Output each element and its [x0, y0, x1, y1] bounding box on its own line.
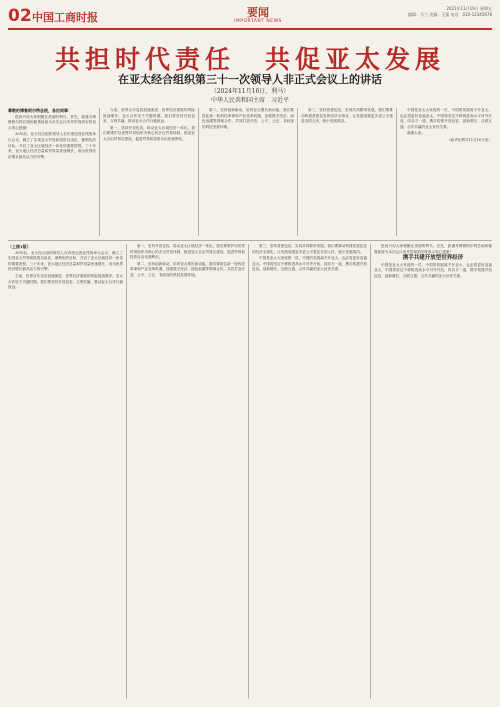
continued-label: （上接1版） — [8, 244, 31, 249]
paragraph-7: 中国是亚太大家庭的一员，中国的发展离不开亚太，也必将更好造福亚太。中国将坚定不移推进高水平对外开放，同各方一道，携手构建开放包容、创新增长、互联互通、合作共赢的亚太伙伴关系。 — [400, 108, 492, 129]
section-heading: 携手共建开放型世界经济 — [402, 255, 464, 262]
article-headline: 共担时代责任 共促亚太发展 — [54, 45, 445, 74]
section-name-cn: 要闻 — [247, 6, 269, 19]
paragraph-6: 第三，坚持普惠包容，实现共同繁荣发展。我们要推动构建普惠包容的经济全球化，让发展成果更多更公平惠及各国人民，缩小发展鸿沟。 — [301, 108, 393, 124]
lower-paragraph: 第一，坚持开放包容，推动亚太区域经济一体化。我们要维护以世界贸易组织为核心的多边贸易体制，推进亚太自由贸易区建设，促进贸易和投资自由化便利化。 — [130, 244, 245, 260]
paragraph-8: 谢谢大家。 — [407, 131, 425, 136]
masthead — [8, 6, 492, 30]
paragraph-3: 当前，世界百年变局加速演进，世界经济面临的风险挑战增多，亚太合作处于关键时期。我们要坚持开放包容、互利共赢，推动亚太合作行稳致远。 — [103, 108, 195, 124]
section-name-en: IMPORTANT NEWS — [234, 19, 282, 24]
section-divider — [8, 240, 492, 241]
paper-name: 中国工商时报 — [32, 11, 98, 24]
issue-date: 2021年11月19日 星期五 — [446, 6, 492, 11]
lower-paragraph: 中国是亚太大家庭的一员，中国的发展离不开亚太，也必将更好造福亚太。中国将坚定不移推进高水平对外开放，同各方一道，携手构建开放包容、创新增长、互联互通、合作共赢的亚太伙伴关系。 — [252, 256, 367, 272]
column-rule — [370, 244, 371, 699]
section-label — [228, 7, 288, 24]
lower-paragraph: 第三，坚持普惠包容，实现共同繁荣发展。我们要推动构建普惠包容的经济全球化，让发展成果更多更公平惠及各国人民，缩小发展鸿沟。 — [252, 244, 367, 254]
lower-paragraph: 中国是亚太大家庭的一员，中国的发展离不开亚太，也必将更好造福亚太。中国将坚定不移推进高水平对外开放，同各方一道，携手构建开放包容、创新增长、互联互通、合作共赢的亚太伙伴关系。 — [374, 262, 492, 278]
lower-column-2 — [130, 244, 245, 699]
article-subhead: 在亚太经合组织第三十一次领导人非正式会议上的讲话 — [118, 73, 382, 86]
lower-paragraph: 30年前，亚太经合组织领导人在印度尼西亚茂物举行会议，确立了实现亚太贸易和投资自由化、便利化的目标，开启了亚太区域经济一体化的重要进程。三十年来，亚太地区经济总量和贸易量快速增长，成为世界经济增长最具活力的引擎。 — [8, 250, 123, 272]
column-rule — [198, 108, 199, 236]
lower-paragraph: 第二，坚持创新驱动，培育亚太增长新动能。我们要抓住新一轮科技革命和产业变革机遇，加强数字经济、绿色低碳等领域合作，共同打造开放、公平、公正、非歧视的科技发展环境。 — [130, 261, 245, 277]
paragraph-1: 很高兴同大家相聚在美丽的利马，首先，我谨对博鲁阿尔特总统和秘鲁政府为本次会议所作的周到安排表示衷心感谢！ — [8, 114, 96, 130]
page-number: 02 — [8, 6, 32, 26]
column-rule — [297, 108, 298, 236]
paragraph-4: 第一，坚持开放包容，推动亚太区域经济一体化。我们要维护以世界贸易组织为核心的多边贸易体制，推进亚太自由贸易区建设，促进贸易和投资自由化便利化。 — [103, 125, 195, 141]
lower-paragraph: 当前，世界百年变局加速演进，世界经济面临的风险挑战增多，亚太合作处于关键时期。我们要坚持开放包容、互利共赢，推动亚太合作行稳致远。 — [8, 273, 123, 290]
article-column-2 — [103, 108, 195, 236]
lower-column-4 — [374, 244, 492, 699]
source-note: （新华社利马11月16日电） — [446, 137, 492, 142]
column-rule — [126, 244, 127, 699]
salutation: 尊敬的博鲁阿尔特总统，各位同事： — [8, 108, 72, 113]
paragraph-5: 第二，坚持创新驱动，培育亚太增长新动能。我们要抓住新一轮科技革命和产业变革机遇，加强数字经济、绿色低碳等领域合作，共同打造开放、公平、公正、非歧视的科技发展环境。 — [202, 108, 294, 129]
article-column-3 — [202, 108, 294, 236]
paragraph-2: 30年前，亚太经合组织领导人在印度尼西亚茂物举行会议，确立了实现亚太贸易和投资自由化、便利化的目标，开启了亚太区域经济一体化的重要进程。三十年来，亚太地区经济总量和贸易量快速增长，成为世界经济增长最具活力的引擎。 — [8, 132, 96, 159]
column-rule — [248, 244, 249, 699]
article-dateline: （2024年11月16日，利马） — [210, 88, 290, 95]
lower-paragraph: 很高兴同大家相聚在美丽的利马，首先，我谨对博鲁阿尔特总统和秘鲁政府为本次会议所作的周到安排表示衷心感谢！ — [374, 244, 492, 254]
article-column-1 — [8, 108, 96, 236]
article-column-5 — [400, 108, 492, 236]
lower-column-1 — [8, 244, 123, 699]
column-rule — [99, 108, 100, 236]
column-rule — [396, 108, 397, 236]
issue-meta — [322, 6, 492, 18]
article-column-4 — [301, 108, 393, 236]
editor-info: 编辑：马兰 美编：王强 电话：010-12345678 — [408, 12, 492, 17]
article-byline: 中华人民共和国主席 习近平 — [210, 97, 289, 104]
lower-column-3 — [252, 244, 367, 699]
